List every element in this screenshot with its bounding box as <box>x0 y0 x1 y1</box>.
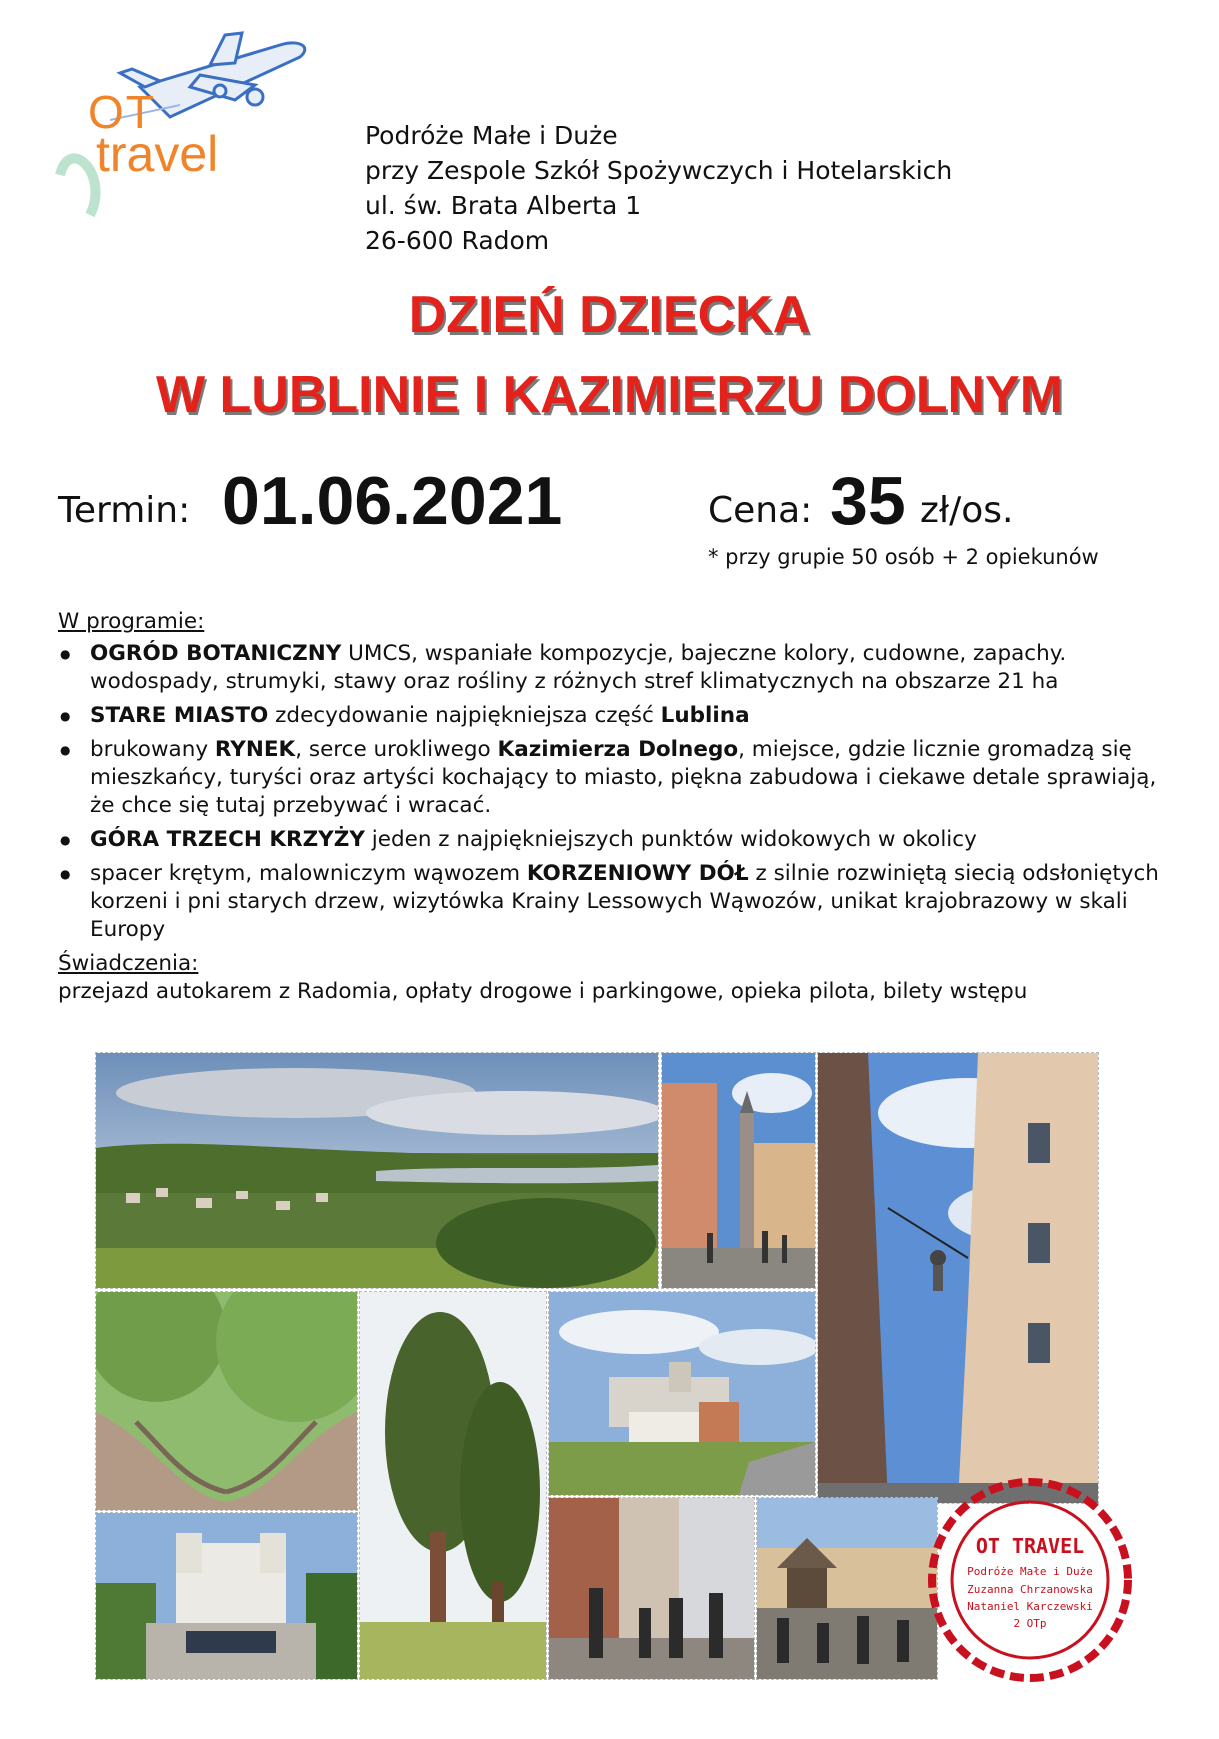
cena-value: 35 <box>830 463 906 539</box>
svg-text:Zuzanna Chrzanowska: Zuzanna Chrzanowska <box>967 1583 1093 1596</box>
svg-text:Nataniel Karczewski: Nataniel Karczewski <box>967 1600 1093 1613</box>
logo-travel-text: travel <box>96 126 219 182</box>
svg-text:Podróże Małe i Duże: Podróże Małe i Duże <box>967 1565 1093 1578</box>
photo-korzeniowy-dol <box>95 1291 358 1511</box>
program-section <box>58 608 1168 1006</box>
photo-old-town-alley <box>548 1497 755 1680</box>
address-line: przy Zespole Szkół Spożywczych i Hotelarskich <box>365 156 953 185</box>
address-line: Podróże Małe i Duże <box>365 121 618 150</box>
swiadczenia-text: przejazd autokarem z Radomia, opłaty drogowe i parkingowe, opieka pilota, bilety wstępu <box>58 979 1028 1004</box>
cena-unit: zł/os. <box>920 490 1014 531</box>
photo-kazimierz-market <box>756 1497 938 1680</box>
svg-text:2 OTp: 2 OTp <box>1013 1617 1047 1630</box>
photo-lublin-street <box>661 1052 816 1289</box>
photo-lublin-castle-group <box>95 1512 358 1680</box>
termin-label: Termin: <box>58 490 191 531</box>
cena-label: Cena: <box>708 490 813 531</box>
list-item: ● brukowany RYNEK, serce urokliwego Kazimierza Dolnego, miejsce, gdzie licznie gromadzą się mieszkańcy, turyści oraz artyści kochający to miasto, piękna zabudowa i ciekawe detale sprawiają, że chce się tutaj przebywać i wracać. <box>90 736 1168 820</box>
list-item: ● OGRÓD BOTANICZNY UMCS, wspaniałe kompozycje, bajeczne kolory, cudowne, zapachy. wodospady, strumyki, stawy oraz rośliny z różnych stref klimatycznych na obszarze 21 ha <box>90 640 1168 696</box>
program-heading: W programie: <box>58 609 205 634</box>
list-item: ● GÓRA TRZECH KRZYŻY jeden z najpiękniejszych punktów widokowych w okolicy <box>90 826 1168 854</box>
address-block <box>365 118 952 258</box>
list-item: ● STARE MIASTO zdecydowanie najpiękniejsza część Lublina <box>90 702 1168 730</box>
page-title-line2: W LUBLINIE I KAZIMIERZU DOLNYM <box>155 366 1064 424</box>
photo-kazimierz-panorama <box>95 1052 659 1289</box>
swiadczenia-heading: Świadczenia: <box>58 951 199 976</box>
photo-botanical-garden-trees <box>359 1291 547 1680</box>
photo-tightrope-walker <box>817 1052 1099 1504</box>
svg-text:OT TRAVEL: OT TRAVEL <box>975 1534 1085 1558</box>
photo-lublin-castle <box>548 1291 816 1496</box>
logo-ot-text: OT <box>88 86 156 138</box>
address-line: ul. św. Brata Alberta 1 <box>365 191 642 220</box>
address-line: 26-600 Radom <box>365 226 550 255</box>
termin-value: 01.06.2021 <box>222 463 563 539</box>
page-title-line1: DZIEŃ DZIECKA <box>408 286 811 344</box>
program-list <box>58 640 1168 944</box>
cena-note: * przy grupie 50 osób + 2 opiekunów <box>708 545 1099 569</box>
ot-travel-stamp-icon <box>925 1475 1135 1685</box>
list-item: ● spacer krętym, malowniczym wąwozem KORZENIOWY DÓŁ z silnie rozwiniętą siecią odsłoniętych korzeni i pni starych drzew, wizytówka Krainy Lessowych Wąwozów, unikat krajobrazowy w skali Europy <box>90 860 1168 944</box>
